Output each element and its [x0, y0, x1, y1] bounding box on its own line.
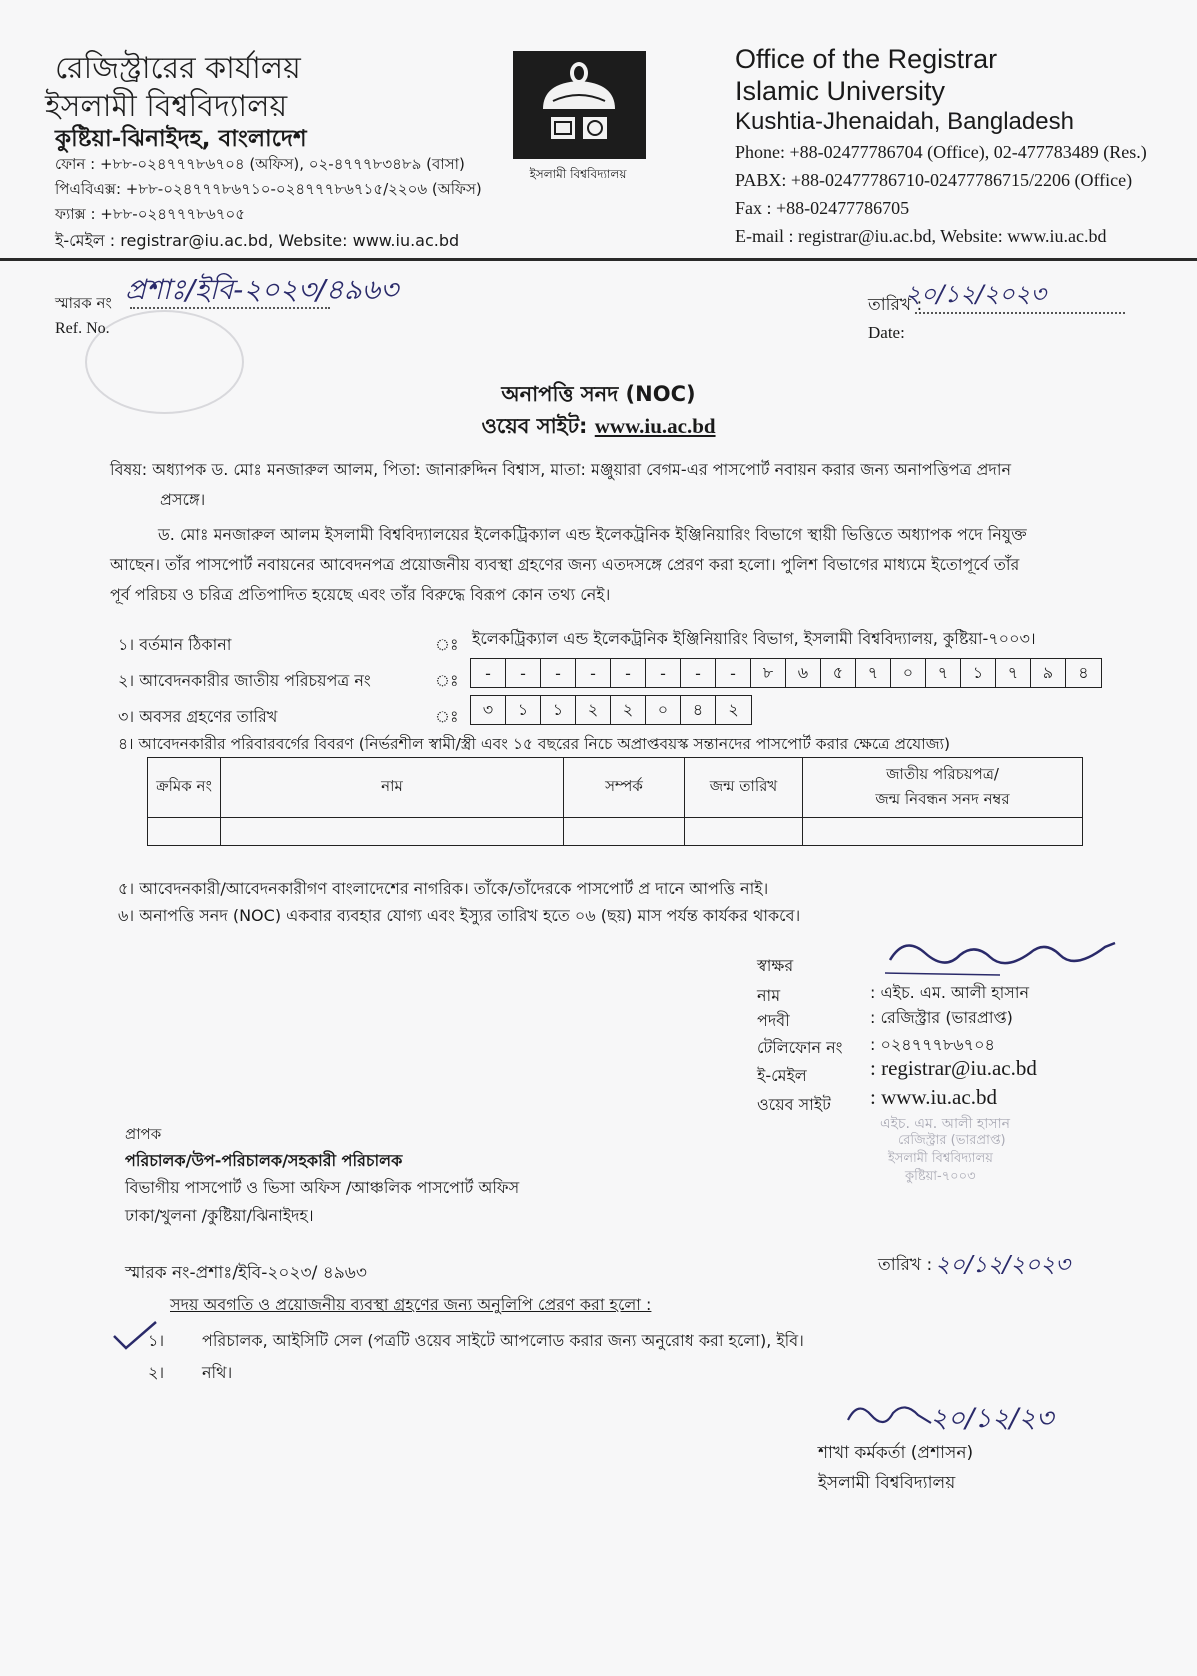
nid-digit-cell: -: [681, 659, 716, 687]
ref-label-en: Ref. No.: [55, 320, 110, 337]
item1-value: ইলেকট্রিক্যাল এন্ড ইলেকট্রনিক ইঞ্জিনিয়ারিং বিভাগ, ইসলামী বিশ্ববিদ্যালয়, কুষ্টিয়া-৭০০৩।: [472, 629, 1036, 648]
seal-line2: রেজিস্ট্রার (ভারপ্রাপ্ত): [898, 1133, 1006, 1148]
family-table-header: [148, 758, 1083, 818]
ref-label-bn: স্মারক নং: [55, 294, 112, 312]
copy-item1: পরিচালক, আইসিটি সেল (পত্রটি ওয়েব সাইটে আপলোড করার জন্য অনুরোধ করা হলো), ইবি।: [202, 1331, 804, 1350]
header-en-pabx: PABX: +88-02477786710-02477786715/2206 (Office): [735, 170, 1133, 190]
header-en-phone: Phone: +88-02477786704 (Office), 02-477783489 (Res.): [735, 142, 1147, 162]
nid-digit-cell: -: [541, 659, 576, 687]
university-logo-icon: [513, 51, 646, 159]
item2-label: ২। আবেদনকারীর জাতীয় পরিচয়পত্র নং: [118, 671, 371, 690]
retire-digit-cell: ৩: [471, 696, 506, 724]
header-en-title3: Kushtia-Jhenaidah, Bangladesh: [735, 108, 1074, 135]
header-bn-title1: রেজিস্ট্রারের কার্যালয়: [55, 51, 301, 86]
nid-digit-cell: ৭: [926, 659, 961, 687]
noc-web-label: ওয়েব সাইট:: [481, 414, 588, 438]
seal-line1: এইচ. এম. আলী হাসান: [880, 1116, 1011, 1132]
date-label-en: Date:: [868, 323, 905, 342]
retire-digit-cell: ২: [611, 696, 646, 724]
nid-digit-cell: -: [646, 659, 681, 687]
noc-title: অনাপত্তি সনদ (NOC): [501, 382, 696, 406]
sig-email-label: ই-মেইল: [757, 1066, 807, 1085]
copy-date-label: তারিখ :: [878, 1255, 933, 1275]
body-paragraph: [110, 520, 1120, 610]
retire-digit-cell: ১: [506, 696, 541, 724]
date-value: ২০/১২/২০২৩: [905, 280, 1046, 308]
sig-phone-label: টেলিফোন নং: [757, 1038, 843, 1057]
retire-digit-cell: ২: [576, 696, 611, 724]
th-name: নাম: [221, 758, 564, 818]
nid-digit-cell: ০: [891, 659, 926, 687]
nid-digit-cell: -: [716, 659, 751, 687]
noc-web-url: www.iu.ac.bd: [594, 414, 716, 438]
sig-name-label: নাম: [757, 986, 781, 1005]
th-dob: জন্ম তারিখ: [685, 758, 803, 818]
nid-digit-cell: ১: [961, 659, 996, 687]
recipient-line2: বিভাগীয় পাসপোর্ট ও ভিসা অফিস /আঞ্চলিক পাসপোর্ট অফিস: [125, 1178, 520, 1197]
retire-digit-cell: ১: [541, 696, 576, 724]
signature-scribble-icon: [880, 935, 1120, 980]
header-en-title2: Islamic University: [735, 76, 946, 106]
th-nid-line2: জন্ম নিবন্ধন সনদ নম্বর: [875, 789, 1010, 808]
header-bn-fax: ফ্যাক্স : +৮৮-০২৪৭৭৭৮৬৭০৫: [55, 205, 245, 223]
ref-dotline: [130, 306, 330, 309]
nid-digit-cell: ৫: [821, 659, 856, 687]
th-nid-line1: জাতীয় পরিচয়পত্র/: [886, 764, 999, 783]
nid-digit-cell: -: [471, 659, 506, 687]
retire-digit-cell: ০: [646, 696, 681, 724]
footer-org: ইসলামী বিশ্ববিদ্যালয়: [818, 1473, 956, 1493]
sig-name-value: : এইচ. এম. আলী হাসান: [870, 983, 1030, 1002]
th-serial: ক্রমিক নং: [148, 758, 221, 818]
header-en-fax: Fax : +88-02477786705: [735, 198, 910, 218]
item2-colon: ঃ: [435, 671, 459, 690]
retirement-date-cells: [470, 695, 752, 725]
copy-ref: স্মারক নং-প্রশাঃ/ইবি-২০২৩/ ৪৯৬৩: [125, 1263, 367, 1283]
item5: ৫। আবেদনকারী/আবেদনকারীগণ বাংলাদেশের নাগরিক। তাঁকে/তাঁদেরকে পাসপোর্ট প্র দানে আপত্তি নাই।: [118, 879, 769, 898]
nid-digit-cell: ৯: [1031, 659, 1066, 687]
header-bn-pabx: পিএবিএক্স: +৮৮-০২৪৭৭৭৮৬৭১০-০২৪৭৭৭৮৬৭১৫/২২০৬ (অফিস): [55, 180, 482, 198]
header-bn-title3: কুষ্টিয়া-ঝিনাইদহ, বাংলাদেশ: [55, 126, 307, 152]
nid-digit-cell: ৮: [751, 659, 786, 687]
nid-digit-cell: -: [506, 659, 541, 687]
nid-digit-cell: ৭: [996, 659, 1031, 687]
sig-web-value: : www.iu.ac.bd: [870, 1085, 997, 1109]
copy-item1-num: ১।: [148, 1331, 165, 1350]
logo-caption: ইসলামী বিশ্ববিদ্যালয়: [529, 167, 627, 181]
item6: ৬। অনাপত্তি সনদ (NOC) একবার ব্যবহার যোগ্য এবং ইস্যুর তারিখ হতে ০৬ (ছয়) মাস পর্যন্ত কার্যকর থাকবে।: [118, 906, 801, 925]
body-line3: পূর্ব পরিচয় ও চরিত্র প্রতিপাদিত হয়েছে এবং তাঁর বিরুদ্ধে বিরূপ কোন তথ্য নেই।: [110, 585, 611, 604]
sig-label: স্বাক্ষর: [757, 956, 794, 975]
subject-line2: প্রসঙ্গে।: [160, 490, 206, 509]
nid-digit-cell: ৬: [786, 659, 821, 687]
tick-mark-icon: [110, 1318, 160, 1354]
table-row: [148, 818, 1083, 846]
header-bn-title2: ইসলামী বিশ্ববিদ্যালয়: [45, 89, 288, 124]
header-divider: [0, 258, 1197, 261]
recipient-line1: পরিচালক/উপ-পরিচালক/সহকারী পরিচালক: [125, 1151, 403, 1170]
retire-digit-cell: ২: [728, 699, 739, 719]
copy-item2: নথি।: [202, 1363, 233, 1382]
date-label-bn: তারিখ :: [868, 295, 923, 315]
nid-digit-cell: ৪: [1078, 662, 1089, 682]
sig-title-label: পদবী: [757, 1011, 790, 1030]
subject: [110, 455, 1120, 515]
family-table: [147, 757, 1083, 846]
sig-title-value: : রেজিস্ট্রার (ভারপ্রাপ্ত): [870, 1008, 1013, 1027]
sig-web-label: ওয়েব সাইট: [757, 1095, 831, 1114]
nid-digit-cell: ৭: [856, 659, 891, 687]
subject-line1: বিষয়: অধ্যাপক ড. মোঃ মনজারুল আলম, পিতা: জানারুদ্দিন বিশ্বাস, মাতা: মঞ্জুয়ারা বেগম-এর পাসপোর্ট নবায়ন করার জন্য অনাপত্তিপত্র প্রদান: [110, 460, 1012, 479]
item3-label: ৩। অবসর গ্রহণের তারিখ: [118, 707, 278, 726]
copy-date-value: ২০/১২/২০২৩: [935, 1252, 1071, 1278]
recipient-label: প্রাপক: [125, 1125, 162, 1143]
initial-signature-icon: [843, 1395, 933, 1435]
footer-hand-date: ২০/১২/২৩: [930, 1403, 1054, 1434]
ref-value: প্রশাঃ/ইবি-২০২৩/৪৯৬৩: [125, 273, 399, 306]
date-dotline: [915, 311, 1125, 314]
seal-line3: ইসলামী বিশ্ববিদ্যালয়: [888, 1151, 993, 1166]
item1-colon: ঃ: [435, 635, 459, 654]
seal-line4: কুষ্টিয়া-৭০০৩: [905, 1169, 976, 1184]
body-line1: ড. মোঃ মনজারুল আলম ইসলামী বিশ্ববিদ্যালয়ের ইলেকট্রিক্যাল এন্ড ইলেকট্রনিক ইঞ্জিনিয়ারিং বিভাগে স্থায়ী ভিত্তিতে অধ্যাপক পদে নিযুক্ত: [158, 525, 1027, 544]
sig-phone-value: : ০২৪৭৭৭৮৬৭০৪: [870, 1035, 995, 1054]
header-en-email: E-mail : registrar@iu.ac.bd, Website: www.iu.ac.bd: [735, 226, 1107, 246]
sig-email-value: : registrar@iu.ac.bd: [870, 1056, 1037, 1080]
noc-website: [0, 410, 1197, 445]
item1-label: ১। বর্তমান ঠিকানা: [118, 635, 232, 654]
footer-title: শাখা কর্মকর্তা (প্রশাসন): [818, 1443, 974, 1463]
copy-intro: সদয় অবগতি ও প্রয়োজনীয় ব্যবস্থা গ্রহণের জন্য অনুলিপি প্রেরণ করা হলো :: [170, 1295, 652, 1314]
recipient-line3: ঢাকা/খুলনা /কুষ্টিয়া/ঝিনাইদহ।: [125, 1206, 314, 1225]
body-line2: আছেন। তাঁর পাসপোর্ট নবায়নের আবেদনপত্র প্রয়োজনীয় ব্যবস্থা গ্রহণের জন্য এতদসঙ্গে প্রেরণ করা হলো। পুলিশ বিভাগের মাধ্যমে ইতোপূর্বে তাঁর: [110, 555, 1020, 574]
header-en-title1: Office of the Registrar: [735, 44, 998, 74]
nid-digit-cell: -: [611, 659, 646, 687]
th-nid: [803, 758, 1083, 818]
nid-digit-cell: -: [576, 659, 611, 687]
nid-number-cells: [470, 658, 1102, 688]
retire-digit-cell: ৪: [681, 696, 716, 724]
item3-colon: ঃ: [435, 707, 459, 726]
th-relation: সম্পর্ক: [564, 758, 685, 818]
header-bn-phone: ফোন : +৮৮-০২৪৭৭৭৮৬৭০৪ (অফিস), ০২-৪৭৭৭৮৩৪৮৯ (বাসা): [55, 155, 465, 173]
item4-label: ৪। আবেদনকারীর পরিবারবর্গের বিবরণ (নির্ভরশীল স্বামী/স্ত্রী এবং ১৫ বছরের নিচে অপ্রাপ্তবয়স্ক সন্তানদের পাসপোর্ট করার ক্ষেত্রে প্রযোজ্য): [118, 735, 951, 753]
header-bn-email: ই-মেইল : registrar@iu.ac.bd, Website: www.iu.ac.bd: [55, 231, 460, 250]
copy-item2-num: ২।: [148, 1363, 165, 1382]
